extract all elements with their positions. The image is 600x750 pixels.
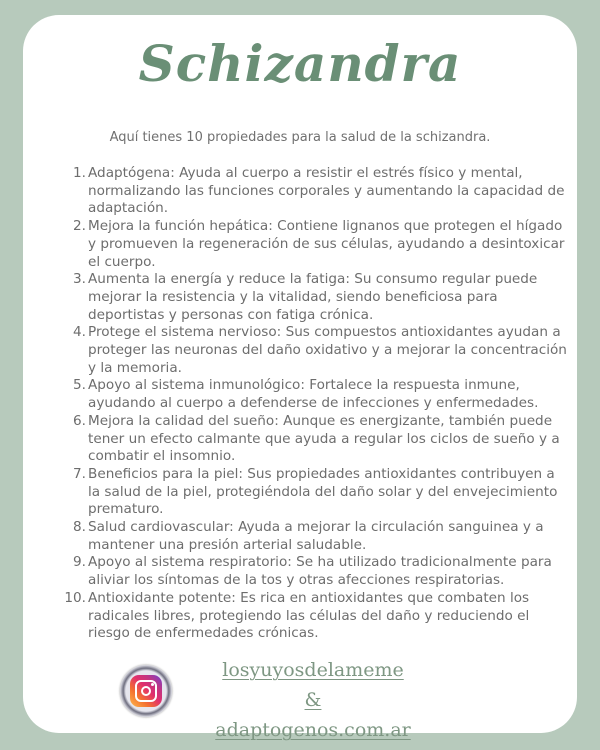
list-number: 10. bbox=[64, 589, 86, 606]
list-number: 8. bbox=[73, 519, 86, 536]
list-item bbox=[61, 165, 571, 218]
footer-links bbox=[183, 655, 443, 745]
list-item bbox=[61, 590, 571, 643]
list-item bbox=[61, 271, 571, 324]
ampersand: & bbox=[304, 689, 322, 711]
list-item bbox=[61, 466, 571, 519]
page-title: Schizandra bbox=[138, 34, 462, 93]
list-text: Aumenta la energía y reduce la fatiga: Su consumo regular puede mejorar la resistencia y la vitalidad, siendo beneficiosa para deportistas y personas con fatiga crónica. bbox=[88, 271, 538, 323]
list-text: Apoyo al sistema inmunológico: Fortalece la respuesta inmune, ayudando al cuerpo a defenderse de infecciones y enfermedades. bbox=[88, 377, 539, 412]
list-item bbox=[61, 413, 571, 466]
list-text: Beneficios para la piel: Sus propiedades antioxidantes contribuyen a la salud de la piel, protegiéndola del daño solar y del envejecimiento prematuro. bbox=[88, 465, 558, 518]
camera-dot-icon bbox=[151, 683, 154, 686]
list-text: Mejora la calidad del sueño: Aunque es energizante, también puede tener un efecto calmante que ayuda a regular los ciclos de sueño y a combatir el insomnio. bbox=[88, 412, 560, 465]
instagram-icon[interactable] bbox=[120, 665, 172, 717]
footer bbox=[23, 643, 577, 741]
list-number: 4. bbox=[73, 324, 86, 341]
properties-list bbox=[61, 165, 571, 643]
instagram-handle-link[interactable]: losyuyosdelameme bbox=[222, 659, 404, 681]
list-item bbox=[61, 218, 571, 271]
list-number: 7. bbox=[73, 465, 86, 482]
info-card bbox=[23, 15, 577, 741]
list-number: 9. bbox=[73, 554, 86, 571]
list-text: Adaptógena: Ayuda al cuerpo a resistir el estrés físico y mental, normalizando las funciones corporales y aumentando la capacidad de adaptación. bbox=[88, 165, 565, 217]
list-number: 5. bbox=[73, 377, 86, 394]
instagram-logo-icon bbox=[130, 675, 162, 707]
list-text: Apoyo al sistema respiratorio: Se ha utilizado tradicionalmente para aliviar los síntomas de la tos y otras afecciones respiratorias. bbox=[88, 554, 552, 589]
list-text: Salud cardiovascular: Ayuda a mejorar la circulación sanguinea y a mantener una presión arterial saludable. bbox=[88, 519, 544, 553]
list-text: Antioxidante potente: Es rica en antioxidantes que combaten los radicales libres, protegiendo las células del daño y reduciendo el riesgo de enfermedades crónicas. bbox=[88, 589, 530, 642]
list-number: 3. bbox=[73, 271, 86, 288]
list-number: 1. bbox=[73, 165, 86, 181]
list-number: 2. bbox=[73, 218, 86, 235]
list-number: 6. bbox=[73, 412, 86, 429]
list-item bbox=[61, 554, 571, 589]
list-text: Protege el sistema nervioso: Sus compuestos antioxidantes ayudan a proteger las neuronas del daño oxidativo y a mejorar la concentración y la memoria. bbox=[88, 324, 567, 376]
website-link[interactable]: adaptogenos.com.ar bbox=[215, 719, 411, 741]
list-item bbox=[61, 377, 571, 412]
list-text: Mejora la función hepática: Contiene lignanos que protegen el hígado y promueven la regeneración de sus células, ayudando a desintoxicar el cuerpo. bbox=[88, 218, 565, 270]
subtitle: Aquí tienes 10 propiedades para la salud de la schizandra. bbox=[109, 130, 491, 145]
list-item bbox=[61, 519, 571, 554]
list-item bbox=[61, 324, 571, 377]
